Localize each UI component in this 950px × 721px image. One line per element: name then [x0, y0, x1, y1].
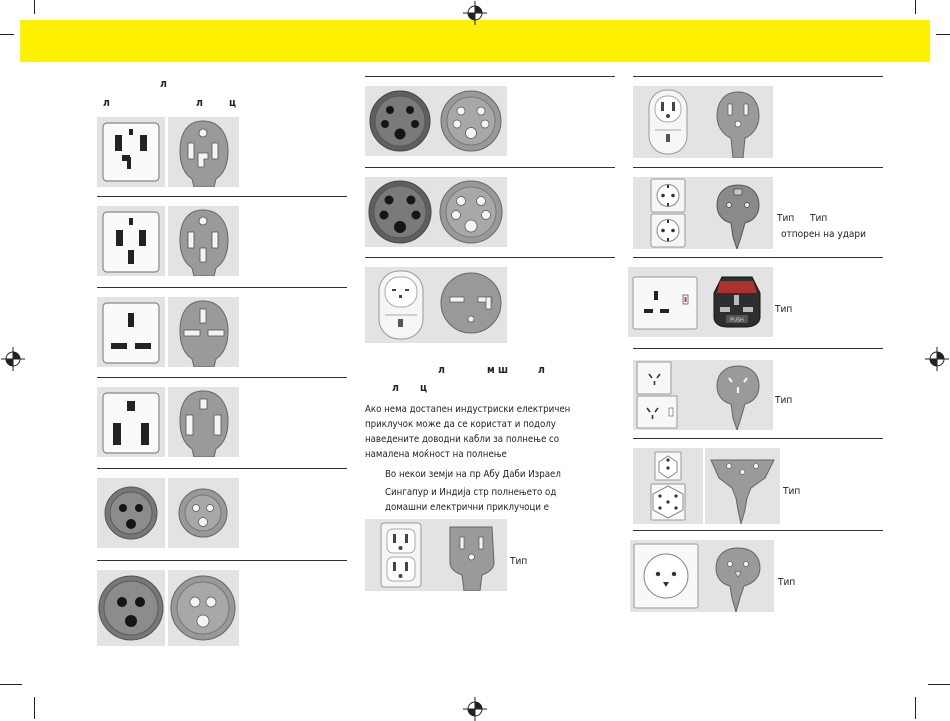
plug-type-label: Тип [777, 213, 795, 224]
socket-photo-nema-5-15 [365, 519, 436, 591]
plug-photo-nema-5-15-single [703, 86, 773, 158]
note-line: домашни електрични приклучоци е [385, 502, 549, 513]
paragraph-line: наведените доводни кабли за полнење со [365, 434, 560, 445]
paragraph-line: приклучок може да се користат и подолу [365, 419, 556, 430]
divider [97, 468, 347, 469]
socket-photo-schuko [633, 177, 703, 249]
section-heading-d: л [392, 382, 399, 394]
left-heading-line1: л [160, 78, 167, 90]
socket-photo-type-g [628, 267, 700, 337]
section-heading-a: л [438, 364, 445, 376]
divider [633, 348, 883, 349]
plug-type-label: Тип [775, 304, 793, 315]
plug-push-text: PUSH [730, 317, 744, 324]
plug-photo-nema-6-50 [168, 387, 239, 457]
divider [365, 257, 615, 258]
socket-photo-type-k [630, 540, 702, 612]
plug-photo-schuko [703, 177, 773, 249]
plug-photo-cee-16a [168, 478, 239, 548]
socket-photo-nema-10-30 [97, 206, 165, 276]
note-line: Сингапур и Индија стр полнењето од [385, 487, 557, 498]
divider [97, 377, 347, 378]
plug-photo-cee-3phase-32a [436, 177, 507, 247]
divider [633, 257, 883, 258]
socket-photo-type-g-industrial [97, 297, 165, 367]
plug-photo-type-g-industrial [168, 297, 239, 367]
socket-photo-type-j [365, 267, 436, 343]
registration-mark-right [925, 347, 949, 371]
left-heading-line2-a: л [103, 97, 110, 109]
socket-photo-type-i [633, 360, 703, 430]
plug-type-label: Тип [778, 577, 796, 588]
divider [633, 530, 883, 531]
divider [633, 76, 883, 77]
plug-photo-type-j-swiss [705, 448, 780, 524]
divider [633, 167, 883, 168]
header-band [20, 20, 930, 62]
paragraph-line: намалена моќност на полнење [365, 449, 507, 460]
divider [97, 196, 347, 197]
plug-photo-nema-5-15 [436, 519, 507, 591]
socket-photo-nema-14-50 [97, 117, 165, 187]
plug-photo-nema-14-50 [168, 117, 239, 187]
socket-photo-type-j-swiss [633, 448, 703, 524]
socket-photo-cee-32a [97, 570, 165, 646]
left-heading-line2-c: ц [229, 97, 237, 109]
left-heading-line2-b: л [196, 97, 203, 109]
divider [97, 287, 347, 288]
plug-photo-type-k [702, 540, 774, 612]
divider [365, 76, 615, 77]
paragraph-line: Ако нема достапен индустриски електричен [365, 404, 571, 415]
plug-photo-type-j [436, 267, 507, 343]
registration-mark-top [463, 1, 487, 25]
note-line: Во некои земји на пр Абу Даби Израел [385, 469, 561, 480]
plug-photo-type-g [700, 267, 773, 337]
plug-type-label: Тип [810, 213, 828, 224]
plug-type-note: отпорен на удари [781, 229, 866, 240]
plug-photo-cee-3phase-16a [436, 86, 507, 156]
socket-photo-cee-3phase-16a [365, 86, 436, 156]
socket-photo-cee-3phase-32a [365, 177, 436, 247]
registration-mark-bottom [463, 697, 487, 721]
section-heading-c: л [538, 364, 545, 376]
divider [633, 438, 883, 439]
plug-photo-type-i [703, 360, 773, 430]
registration-mark-left [1, 347, 25, 371]
socket-photo-cee-16a [97, 478, 165, 548]
plug-type-label: Тип [510, 556, 528, 567]
divider [97, 560, 347, 561]
plug-type-label: Тип [783, 486, 801, 497]
socket-photo-nema-5-15-single [633, 86, 703, 158]
plug-photo-nema-10-30 [168, 206, 239, 276]
section-heading-b: м ш [487, 364, 509, 376]
socket-photo-nema-6-50 [97, 387, 165, 457]
divider [365, 167, 615, 168]
plug-type-label: Тип [775, 395, 793, 406]
section-heading-e: ц [420, 382, 428, 394]
plug-photo-cee-32a [168, 570, 239, 646]
